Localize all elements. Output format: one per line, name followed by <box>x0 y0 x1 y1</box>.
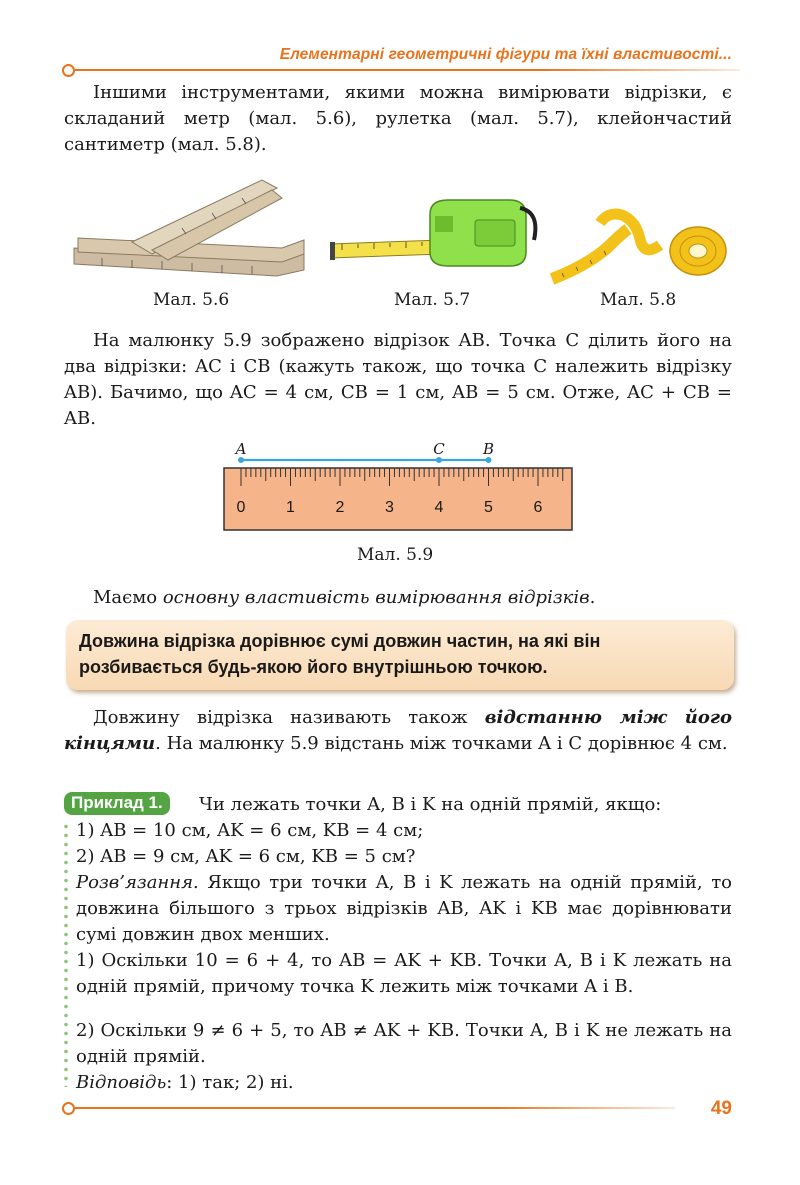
property-prefix: Маємо <box>93 587 163 608</box>
example-answer <box>76 1070 294 1096</box>
ruler-tick-label: 6 <box>533 499 543 516</box>
ruler-body <box>224 468 572 530</box>
example-case-1: 1) AB = 10 см, AK = 6 см, KB = 4 см; <box>76 820 424 841</box>
header-ring-icon <box>62 64 75 77</box>
example-question: Чи лежать точки A, B і K на одній прямій, якщо: <box>199 794 662 815</box>
example-solution <box>76 870 732 948</box>
example-dotted-margin <box>64 822 68 1087</box>
distance-emphasis: відстанню між його кінцями <box>64 707 732 754</box>
tape-measure-icon <box>330 192 540 272</box>
property-intro <box>64 585 732 611</box>
ruler-figure <box>222 438 574 533</box>
footer-divider <box>75 1107 675 1109</box>
example-step-2: 2) Оскільки 9 ≠ 6 + 5, то AB ≠ AK + KB. Точки A, B і K не лежать на одній прямій. <box>76 1020 732 1067</box>
example-case-2: 2) AB = 9 см, AK = 6 см, KB = 5 см? <box>76 846 416 867</box>
intro-paragraph <box>64 80 732 158</box>
example-badge: Приклад 1. <box>64 792 170 815</box>
ruler-tick-label: 0 <box>236 499 246 516</box>
point-label-b: B <box>482 440 495 458</box>
figure-5-8-caption: Мал. 5.8 <box>600 290 677 310</box>
intro-text: Іншими інструментами, якими можна вимірювати відрізки, є складаний метр (мал. 5.6), рулетка (мал. 5.7), клейончастий сантиметр (мал. 5.8). <box>64 82 732 155</box>
segment-paragraph <box>64 328 732 432</box>
solution-text: Якщо три точки A, B і K лежать на одній прямій, то довжина більшого з трьох відрізків AB, AK і KB має дорівнювати сумі довжин двох менших. <box>76 872 732 945</box>
measuring-tape-roll-icon <box>548 205 733 285</box>
folding-ruler-icon <box>72 178 312 278</box>
rule-text: Довжина відрізка дорівнює сумі довжин частин, на які він розбивається будь-якою його внутрішньою точкою. <box>79 631 601 677</box>
property-emphasis: основну властивість вимірювання відрізків <box>162 587 590 608</box>
page-number: 49 <box>710 1098 732 1119</box>
ruler-tick-label: 4 <box>434 499 444 516</box>
ruler-tick-label: 5 <box>484 499 493 516</box>
header-divider <box>75 69 740 71</box>
property-suffix: . <box>589 587 596 608</box>
point-label-c: C <box>433 440 445 458</box>
distance-part1: Довжину відрізка називають також <box>93 707 485 728</box>
distance-part2: . На малюнку 5.9 відстань між точками A і C дорівнює 4 см. <box>155 733 728 754</box>
ruler-tick-label: 1 <box>286 499 295 516</box>
ruler-tick-label: 3 <box>385 499 394 516</box>
segment-text: На малюнку 5.9 зображено відрізок AB. Точка C ділить його на два відрізки: AC і CB (кажуть також, що точка C належить відрізку AB). Бачимо, що AC = 4 см, CB = 1 см, AB = 5 см. Отже, AC + CB = AB. <box>64 330 732 429</box>
figure-5-9-caption: Мал. 5.9 <box>357 545 434 565</box>
answer-text: : 1) так; 2) ні. <box>166 1072 294 1093</box>
solution-label: Розв’язання. <box>76 872 199 893</box>
figure-5-6-caption: Мал. 5.6 <box>153 290 230 310</box>
running-header: Елементарні геометричні фігури та їхні властивості... <box>279 46 732 63</box>
rule-box <box>66 620 734 690</box>
example-step-1: 1) Оскільки 10 = 6 + 4, то AB = AK + KB. Точки A, B і K лежать на одній прямій, причому точка K лежить між точками A і B. <box>76 950 732 997</box>
footer-ring-icon <box>62 1102 75 1115</box>
distance-paragraph <box>64 705 732 757</box>
ruler-tick-label: 2 <box>335 499 345 516</box>
point-label-a: A <box>235 440 247 458</box>
figure-5-7-caption: Мал. 5.7 <box>394 290 471 310</box>
answer-label: Відповідь <box>76 1072 167 1093</box>
